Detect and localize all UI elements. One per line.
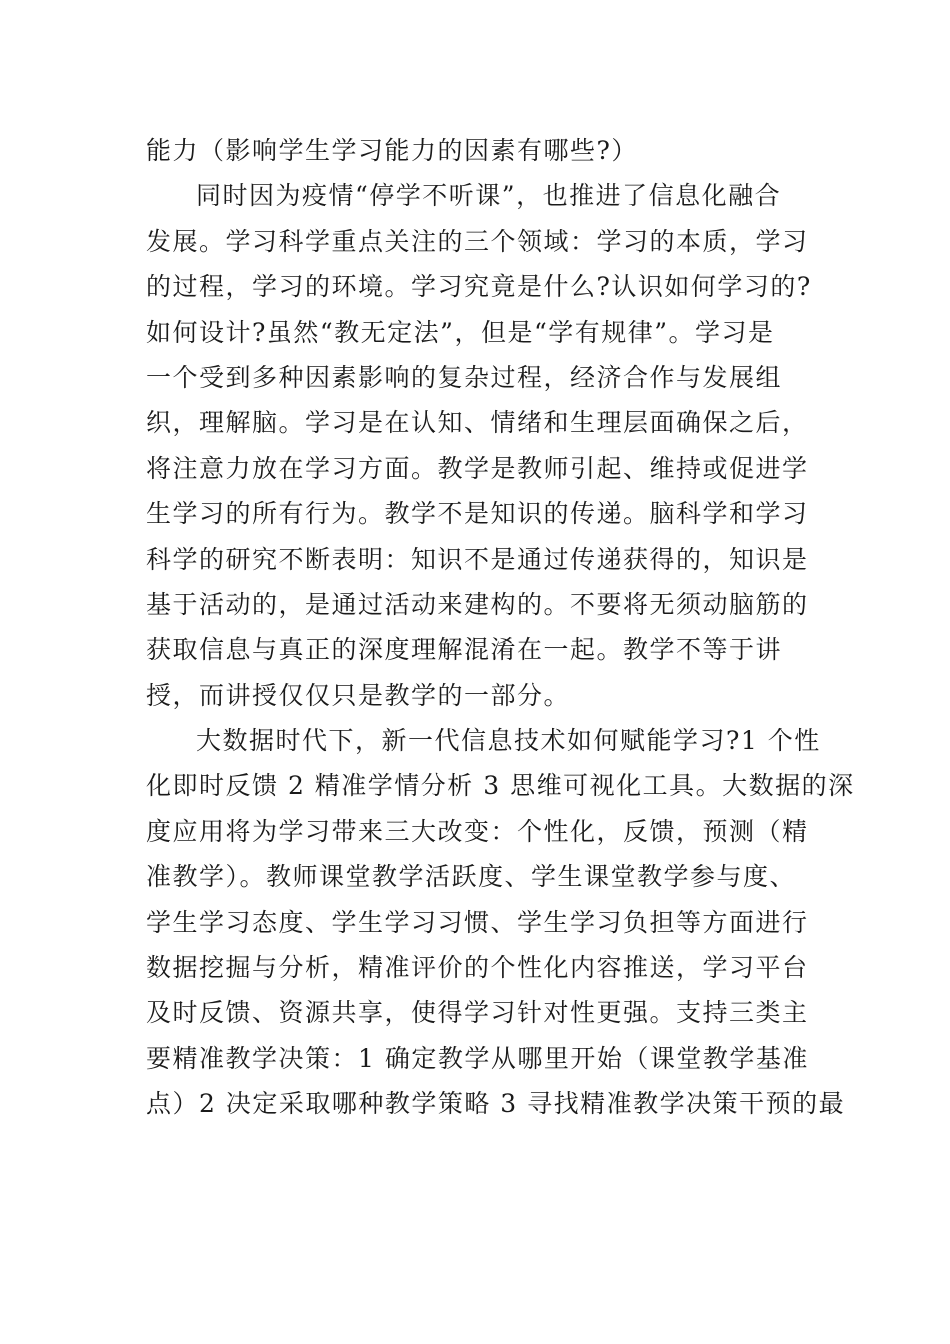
text-line: 生学习的所有行为。教学不是知识的传递。脑科学和学习 xyxy=(146,499,809,529)
text-line: 数据挖掘与分析，精准评价的个性化内容推送，学习平台 xyxy=(146,953,809,983)
text-line: 获取信息与真正的深度理解混淆在一起。教学不等于讲 xyxy=(146,635,783,665)
text-line: 织，理解脑。学习是在认知、情绪和生理层面确保之后， xyxy=(146,408,809,438)
text-line: 及时反馈、资源共享，使得学习针对性更强。支持三类主 xyxy=(146,998,809,1028)
text-line: 点）2 决定采取哪种教学策略 3 寻找精准教学决策干预的最 xyxy=(146,1089,846,1119)
text-line: 大数据时代下，新一代信息技术如何赋能学习?1 个性 xyxy=(196,726,821,756)
text-line: 科学的研究不断表明：知识不是通过传递获得的，知识是 xyxy=(146,544,809,574)
text-line: 如何设计?虽然“教无定法”，但是“学有规律”。学习是 xyxy=(146,317,775,347)
text-line: 要精准教学决策：1 确定教学从哪里开始（课堂教学基准 xyxy=(146,1043,809,1073)
text-line: 学生学习态度、学生学习习惯、学生学习负担等方面进行 xyxy=(146,907,809,937)
body-text xyxy=(146,128,855,1127)
text-line: 能力（影响学生学习能力的因素有哪些?） xyxy=(146,136,638,165)
text-line: 同时因为疫情“停学不听课”，也推进了信息化融合 xyxy=(196,181,782,211)
text-line: 准教学）。教师课堂教学活跃度、学生课堂教学参与度、 xyxy=(146,862,797,892)
text-line: 一个受到多种因素影响的复杂过程，经济合作与发展组 xyxy=(146,362,783,392)
text-line: 化即时反馈 2 精准学情分析 3 思维可视化工具。大数据的深 xyxy=(146,771,855,801)
text-line: 发展。学习科学重点关注的三个领域：学习的本质，学习 xyxy=(146,226,809,256)
text-line: 基于活动的，是通过活动来建构的。不要将无须动脑筋的 xyxy=(146,589,809,619)
text-line: 将注意力放在学习方面。教学是教师引起、维持或促进学 xyxy=(146,453,809,483)
text-line: 度应用将为学习带来三大改变：个性化，反馈，预测（精 xyxy=(146,816,809,846)
text-line: 的过程，学习的环境。学习究竟是什么?认识如何学习的? xyxy=(146,272,812,302)
text-line: 授，而讲授仅仅只是教学的一部分。 xyxy=(146,680,571,710)
